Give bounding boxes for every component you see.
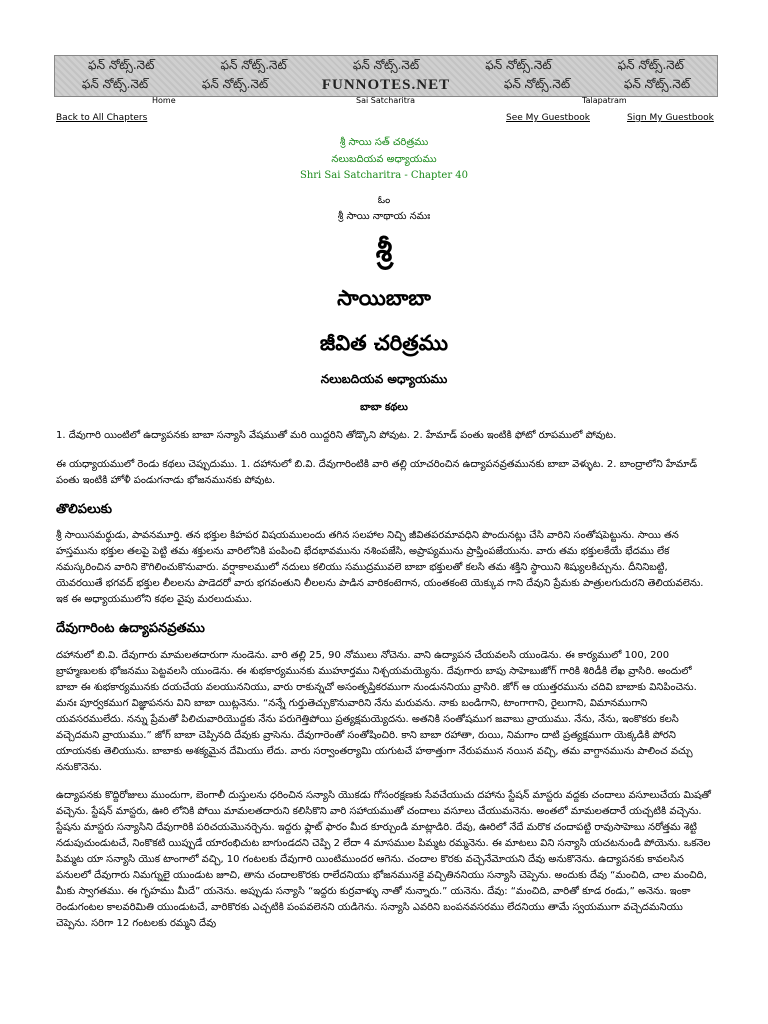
banner-text: ఫన్ నోట్స్.నెట్ [201,77,269,91]
banner-text: ఫన్ నోట్స్.నెట్ [220,58,287,72]
nav-talapatram-link[interactable]: Talapatram [582,96,627,105]
section-heading-prologue: తొలిపలుకు [56,502,113,517]
banner-row-bottom [55,77,717,94]
title-jeevitha-charitramu: జీవిత చరిత్రము [319,331,449,355]
header-chapter-english: Shri Sai Satcharitra - Chapter 40 [299,170,469,181]
section-heading-udyapana: దేవుగారింట ఉద్యాపనవ్రతము [56,621,205,636]
title-saibaba: సాయిబాబా [337,286,431,310]
banner-text: ఫన్ నోట్స్.నెట్ [485,58,552,72]
nav-home-link[interactable]: Home [152,96,176,105]
udyapana-paragraph-2: ఉద్యాపనకు కొద్దిరోజులు ముందుగా, బెంగాలీ దుస్తులను ధరించిన సన్యాసి యొకడు గోసంరక్షణకు సేవచేయుచు దహాను స్టేషన్ మాస్టరు వద్దకు చందాలు వసూలుచేయ మిషతో వచ్చెను. స్టేషన్ మాస్టరు, ఊరి లోనికి పోయి మామలతదారుని కలిసికొని వారి సహాయముతో చందాలు వసూలు చేయుమనెను. అంతలో మామలతదారే యచ్చటికి వచ్చెను. స్టేషను మాస్టరు సన్యాసిని దేవుగారికి పరిచయమొనర్చెను. ఇద్దరు ఫ్లాట్ ఫారం మీద కూర్చుండి మాట్లాడిరి. దేవు, ఊరిలో నేదే మరొక చందాపట్టి రావుసాహెబు నరోత్తమ శెట్టి నడుపుచుండుటచే, నింకొకటి యిప్పుడే యారంభిచుట బాగుండదని చెప్పి 2 లేదా 4 మాసముల పిమ్మట రమ్మనెను. ఈ మాటలు విని సన్యాసి యచటనుండి పోయెను. ఒకనెల పిమ్మట యా సన్యాసి యొక టాంగాలో వచ్చి, 10 గంటలకు దేవుగారి యింటిముందర ఆగెను. చందాల కొరకు వచ్చెనేమోయని దేవు అనుకొనెను. ఉద్యాపనకు కావలసిన పనులలో దేవుగారు నిమగ్నులై యుండుట జూచి, తాను చందాలకొరకు రాలేదనియు భోజనమునకై వచ్చితిననియు సన్యాసి చెప్పెను. అందుకు దేవు “మంచిది, చాల మంచిది, మీకు స్వాగతము. ఈ గృహము మీదే” యనెను. అప్పుడు సన్యాసి “ఇద్దరు కుర్రవాళ్ళు నాతో నున్నారు.” యనెను. దేవు: “మంచిది, వారితో కూడ రండు,” అనెను. ఇంకా రెండుగంటల కాలవరిమితి యుండుటచే, వారికొరకు ఎచ్చటికి పంపవలెనని యడిగెను. సన్యాసి ఎవరిని బంపనవసరము లేదనియు తామే స్వయముగా వచ్చెదమనియు చెప్పెను. సరిగా 12 గంటలకు రమ్మని దేవు [56,790,711,929]
banner-text: ఫన్ నోట్స్.నెట్ [352,58,420,72]
title-sri: శ్రీ [375,234,393,269]
title-subject: బాబా కథలు [360,402,408,413]
see-guestbook-link[interactable]: See My Guestbook [506,113,590,123]
chapter-intro: ఈ యధ్యాయములో రెండు కథలు చెప్పుదుము. 1. దహానులో బి.వి. దేవుగారింటికి వారి తల్లి యాచరించిన ఉద్యాపనవ్రతమునకు బాబా వెళ్ళుట. 2. బాంద్రాలోని హేమాడ్ పంతు ఇంటికి హోళీ పండుగనాడు భోజనమునకు పోవుట. [56,459,698,486]
header-title-telugu: శ్రీ సాయి సత్ చరిత్రము [339,137,429,148]
site-banner [54,55,718,97]
prologue-paragraph: శ్రీ సాయిసమర్థుడు, పావనమూర్తి. తన భక్తుల కిహపర విషయములందు తగిన సలహాల నిచ్చి జీవితపరమావధిని పొందునట్లు చేసి వారిని సంతోషపెట్టును. సాయి తన హస్తమును భక్తుల తలపై పెట్టి తమ శక్తులను వారిలోనికి పంపించి భేదభావమును నశింపజేసి, అప్రాప్యమును ప్రాప్తింపజేయును. వారు తమ భక్తులకేయే భేదము లేక నమస్కరించిన వారిని కౌగిలించుకొనువారు. వర్షాకాలములో నదులు కలియు సముద్రమువలె బాబా భక్తులతో కలసి తమ శక్తిని స్థాయిని శిష్యులకిచ్చును. దీనినిబట్టి, యెవరయితే భగవద్ భక్తుల లీలలను పాడెదరో వారు భగవంతుని లీలలను పాడిన వారికంటెగాన, యంతకంటె యెక్కువ గాని దేవుని ప్రేమకు పాత్రులగుదురని తెలియవలెను. ఇక ఈ అధ్యాయములోని కథల వైపు మరలుదుము. [56,530,704,605]
banner-text: ఫన్ నోట్స్.నెట్ [81,77,149,91]
banner-text: ఫన్ నోట్స్.నెట్ [503,77,571,91]
chapter-summary: 1. దేవుగారి యింటిలో ఉద్యాపనకు బాబా సన్యాసి వేషముతో మరి యిద్దరిని తోడ్కొని పోవుట. 2. హేమాడ్ పంతు ఇంటికి ఫోటో రూపములో పోవుట. [56,430,617,441]
udyapana-paragraph-1: దహానులో బి.వి. దేవుగారు మామలతదారుగా నుండెను. వారి తల్లి 25, 90 నోములు నోచెను. వాని ఉద్యాపన చేయవలసి యుండెను. ఈ కార్యములో 100, 200 బ్రాహ్మణులకు భోజనము పెట్టవలసి యుండెను. ఈ శుభకార్యమునకు ముహూర్తము నిశ్చయమయ్యెను. దేవుగారు బాపు సాహెబుజోగ్ గారికి శిరిడీకి లేఖ వ్రాసిరి. అందులో బాబా ఈ శుభకార్యమునకు దయచేయ వలయుననియు, వారు రాకున్నచో అసంతృప్తికరముగా నుండుననియు వ్రాసిరి. జోగ్ ఆ యుత్తరమును చదివి బాబాకు వినిపించెను. మనః పూర్వకముగ విజ్ఞాపనను విని బాబా యిట్లనెను. “నన్నే గుర్తుతెచ్చుకొనువారిని నేను మరువను. నాకు బండిగాని, టాంగాగాని, రైలుగాని, విమానముగాని యవసరములేదు. నన్ను ప్రేమతో పిలిచువారియొద్దకు నేను పరుగెత్తిపోయి ప్రత్యక్షమయ్యెదను. అతనికి సంతోషముగ జవాబు వ్రాయుము. నేను, నేను, ఇంకొకరు కలసి వచ్చెదమని వ్రాయుము.” జోగ్ బాబా చెప్పినది దేవుకు వ్రాసెను. దేవుగారెంతో సంతోషించిరి. కాని బాబా రహాతా, రుయి, నిమగాం దాటి ప్రత్యక్షముగా యెక్కడికి పోరని యాయనకు తెలియును. బాబాకు అశక్యమైన దేమియు లేదు. వారు సర్వాంతర్యామి యగుటచే హఠాత్తుగా నేరుపమున నయిన వచ్చి, తమ వాగ్దానమును పాలించ వచ్చు ననుకొనెను. [56,650,697,773]
invocation: శ్రీ సాయి నాథాయ నమః [337,211,431,222]
header-chapter-telugu: నలుబదియవ అధ్యాయము [331,154,437,165]
banner-text: ఫన్ నోట్స్.నెట్ [617,58,684,72]
sign-guestbook-link[interactable]: Sign My Guestbook [627,113,714,123]
banner-nav [54,96,716,108]
title-chapter: నలుబదియవ అధ్యాయము [320,372,448,386]
nav-sai-satcharitra-link[interactable]: Sai Satcharitra [356,96,416,105]
back-to-chapters-link[interactable]: Back to All Chapters [56,113,148,123]
banner-site-name: FUNNOTES.NET [321,77,451,93]
banner-text: ఫన్ నోట్స్.నెట్ [623,77,691,91]
banner-text: ఫన్ నోట్స్.నెట్ [88,58,155,72]
om-symbol: ఓం [377,195,391,206]
banner-row-top [55,58,717,75]
